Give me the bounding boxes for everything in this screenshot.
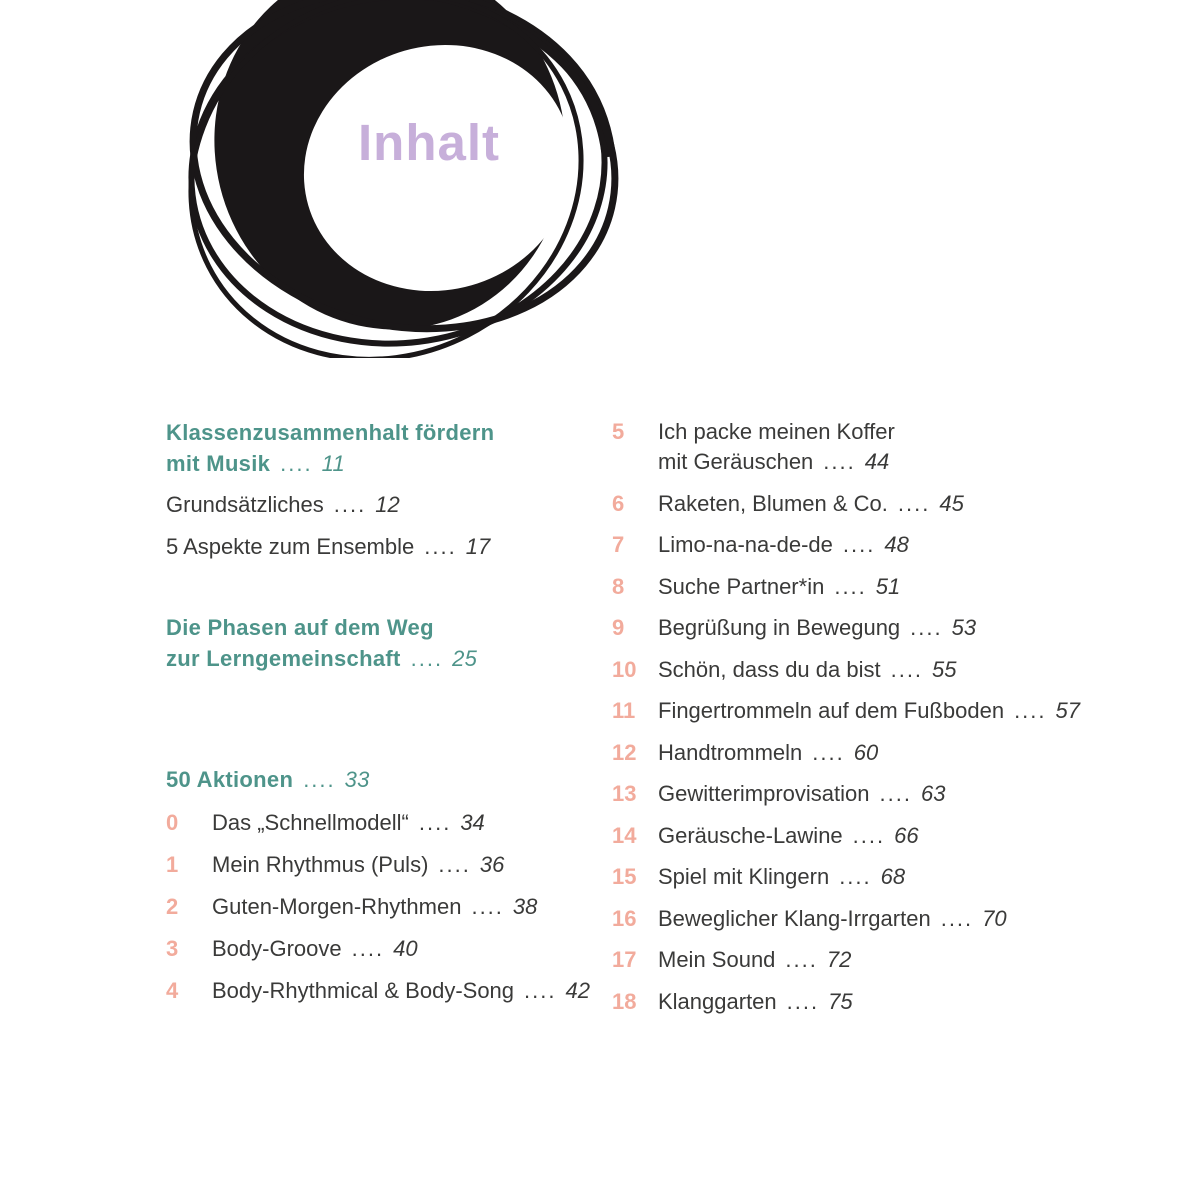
page-number: 75 <box>828 988 853 1014</box>
entry-number: 7 <box>612 532 625 557</box>
page-number: 33 <box>344 767 370 792</box>
page-title: Inhalt <box>358 114 500 171</box>
entry-label: mit Geräuschen <box>658 449 814 474</box>
dot-leader: .... <box>812 739 845 765</box>
entry-text <box>212 808 612 838</box>
heading-line: Klassenzusammenhalt fördern <box>166 420 495 445</box>
toc-left-column <box>166 417 612 1018</box>
entry-label: Schön, dass du da bist <box>658 656 881 682</box>
entry-number: 5 <box>612 419 625 444</box>
toc-entry <box>612 904 1112 934</box>
heading-line: Die Phasen auf dem Weg <box>166 615 434 640</box>
entry-text <box>212 934 612 964</box>
entry-text <box>658 417 1112 477</box>
heading-text: mit Musik <box>166 451 271 476</box>
toc-entry <box>612 613 1112 643</box>
entry-number: 0 <box>166 810 179 835</box>
heading-line <box>166 448 612 479</box>
entry-text <box>658 862 1112 892</box>
entry-number: 3 <box>166 936 179 961</box>
entry-label-line1: Ich packe meinen Koffer <box>658 419 895 444</box>
toc-entry <box>166 976 612 1006</box>
page-number: 17 <box>465 534 491 559</box>
entry-number: 4 <box>166 978 179 1003</box>
page-number: 66 <box>894 822 919 848</box>
entry-text <box>658 904 1112 934</box>
entry-text <box>212 850 612 880</box>
page-number: 11 <box>321 451 346 476</box>
page-number: 25 <box>452 646 478 671</box>
toc-entry <box>612 862 1112 892</box>
dot-leader: .... <box>785 947 818 972</box>
toc-heading-klassenzusammenhalt <box>166 417 612 479</box>
dot-leader: .... <box>410 646 444 671</box>
entry-label: Beweglicher Klang-Irrgarten <box>658 905 931 931</box>
entry-text <box>658 613 1112 643</box>
dot-leader: .... <box>1014 698 1047 723</box>
toc-entry <box>612 987 1112 1017</box>
dot-leader: .... <box>940 905 974 931</box>
dot-leader: .... <box>418 810 452 835</box>
entry-number: 15 <box>612 864 637 889</box>
entry-number: 14 <box>612 822 637 848</box>
page-number: 55 <box>932 656 957 682</box>
entry-label: Mein Rhythmus (Puls) <box>212 852 429 877</box>
entry-number: 8 <box>612 573 625 599</box>
toc-heading-phasen <box>166 612 612 674</box>
page-number: 42 <box>565 978 590 1003</box>
entry-number: 2 <box>166 894 179 919</box>
page-number: 68 <box>880 864 906 889</box>
page-number: 44 <box>864 449 890 474</box>
page-number: 12 <box>375 492 400 517</box>
entry-label: Raketen, Blumen & Co. <box>658 490 888 516</box>
toc-entry <box>612 489 1112 519</box>
scribble-circle-graphic <box>180 0 620 358</box>
dot-leader: .... <box>351 936 385 961</box>
entry-number: 1 <box>166 852 179 877</box>
toc-entry <box>166 892 612 922</box>
heading-line <box>166 643 612 674</box>
entry-text <box>212 976 612 1006</box>
page-number: 63 <box>920 781 946 806</box>
entry-text <box>658 987 1112 1017</box>
entry-label: Suche Partner*in <box>658 573 825 599</box>
entry-label: Grundsätzliches <box>166 492 324 517</box>
dot-leader: .... <box>890 656 924 682</box>
entry-text <box>212 892 612 922</box>
entry-label: Geräusche-Lawine <box>658 822 843 848</box>
entry-label: Guten-Morgen-Rhythmen <box>212 894 462 919</box>
toc-entry <box>166 808 612 838</box>
dot-leader: .... <box>424 534 457 559</box>
dot-leader: .... <box>839 864 872 889</box>
entry-number: 6 <box>612 490 625 516</box>
page-number: 40 <box>393 936 418 961</box>
dot-leader: .... <box>823 449 856 474</box>
page-number: 48 <box>884 532 909 557</box>
dot-leader: .... <box>852 822 886 848</box>
entry-text <box>658 489 1112 519</box>
entry-label: Spiel mit Klingern <box>658 864 830 889</box>
page-number: 70 <box>982 905 1007 931</box>
entry-label: Fingertrommeln auf dem Fußboden <box>658 698 1005 723</box>
dot-leader: .... <box>786 988 820 1014</box>
dot-leader: .... <box>303 767 336 792</box>
entry-text <box>658 655 1112 685</box>
entry-label: Handtrommeln <box>658 739 803 765</box>
entry-label: Klanggarten <box>658 988 777 1014</box>
toc-entry <box>612 779 1112 809</box>
toc-entry <box>166 850 612 880</box>
toc-entry-aspekte <box>166 532 612 562</box>
dot-leader: .... <box>879 781 912 806</box>
dot-leader: .... <box>438 852 471 877</box>
entry-number: 11 <box>612 698 636 723</box>
entry-label: Body-Groove <box>212 936 342 961</box>
entry-number: 18 <box>612 988 637 1014</box>
toc-entry <box>612 821 1112 851</box>
page-number: 34 <box>460 810 485 835</box>
dot-leader: .... <box>280 451 313 476</box>
entry-number: 16 <box>612 905 637 931</box>
toc-entry <box>612 572 1112 602</box>
dot-leader: .... <box>897 490 931 516</box>
toc-entry <box>612 696 1112 726</box>
entry-label: Limo-na-na-de-de <box>658 532 833 557</box>
toc-entry-grundsaetzliches <box>166 490 612 520</box>
dot-leader: .... <box>910 615 943 640</box>
dot-leader: .... <box>842 532 876 557</box>
entry-text <box>658 530 1112 560</box>
entry-text <box>658 779 1112 809</box>
heading-text: zur Lerngemeinschaft <box>166 646 401 671</box>
toc-right-column <box>612 417 1112 1028</box>
entry-text <box>658 572 1112 602</box>
toc-entry <box>166 934 612 964</box>
entry-label: Body-Rhythmical & Body-Song <box>212 978 515 1003</box>
page-number: 38 <box>512 894 538 919</box>
entry-number: 17 <box>612 947 637 972</box>
entry-label-line2 <box>658 447 1112 477</box>
toc-entry <box>612 655 1112 685</box>
toc-entry <box>612 417 1112 477</box>
toc-entry <box>612 945 1112 975</box>
entry-number: 10 <box>612 656 637 682</box>
page-number: 57 <box>1055 698 1080 723</box>
heading-text: 50 Aktionen <box>166 767 294 792</box>
dot-leader: .... <box>471 894 504 919</box>
page-number: 60 <box>853 739 879 765</box>
entry-label: Das „Schnellmodell“ <box>212 810 409 835</box>
entry-number: 9 <box>612 615 625 640</box>
entry-label: 5 Aspekte zum Ensemble <box>166 534 415 559</box>
entry-label: Gewitterimprovisation <box>658 781 870 806</box>
entry-number: 12 <box>612 739 637 765</box>
entry-number: 13 <box>612 781 637 806</box>
entry-text <box>658 696 1112 726</box>
page-number: 45 <box>939 490 964 516</box>
entry-label: Begrüßung in Bewegung <box>658 615 901 640</box>
entry-text <box>658 738 1112 768</box>
page-number: 36 <box>479 852 505 877</box>
dot-leader: .... <box>524 978 557 1003</box>
page-number: 72 <box>826 947 852 972</box>
entry-label: Mein Sound <box>658 947 776 972</box>
dot-leader: .... <box>333 492 367 517</box>
dot-leader: .... <box>834 573 867 599</box>
entry-text <box>658 821 1112 851</box>
page-number: 51 <box>875 573 901 599</box>
toc-entry <box>612 530 1112 560</box>
toc-entry <box>612 738 1112 768</box>
entry-text <box>658 945 1112 975</box>
page-number: 53 <box>951 615 977 640</box>
toc-heading-aktionen <box>166 765 612 795</box>
